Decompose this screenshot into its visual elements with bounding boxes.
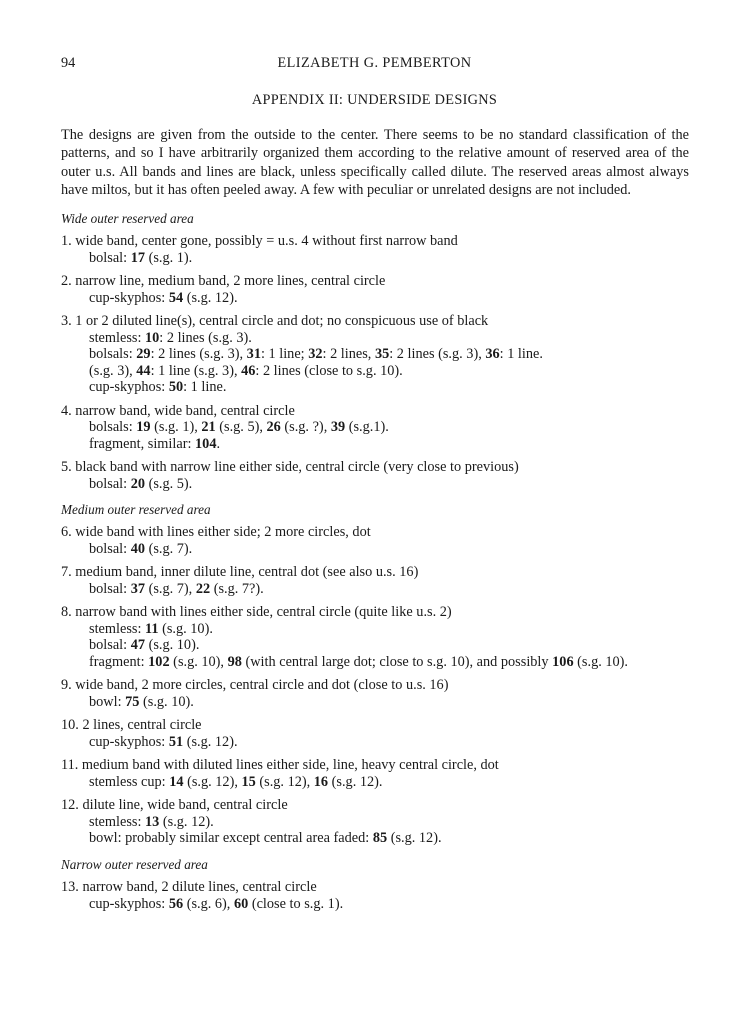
design-description: 2. narrow line, medium band, 2 more lines, central circle — [61, 273, 386, 289]
catalogue-number: 106 — [552, 653, 574, 670]
running-title: ELIZABETH G. PEMBERTON — [277, 55, 472, 71]
vessel-text: : 1 line. — [183, 379, 227, 395]
catalogue-number: 51 — [168, 733, 184, 750]
vessel-text: cup-skyphos: — [89, 895, 169, 912]
vessel-text: : 1 line (s.g. 3), — [150, 362, 242, 379]
catalogue-number: 36 — [485, 346, 500, 362]
design-entry — [61, 524, 701, 557]
vessel-text: . — [216, 435, 221, 452]
design-description: 6. wide band with lines either side; 2 more circles, dot — [61, 524, 371, 540]
vessel-list-line — [61, 581, 701, 598]
vessel-text: bolsal: — [89, 580, 131, 597]
vessel-text: (s.g. 12). — [183, 289, 238, 306]
vessel-list-line — [61, 346, 701, 363]
catalogue-number: 14 — [169, 773, 184, 790]
design-entry — [61, 564, 701, 597]
catalogue-number: 16 — [313, 773, 329, 790]
design-entry — [61, 459, 701, 492]
vessel-text: (s.g. ?), — [280, 419, 331, 435]
design-entry — [61, 273, 701, 306]
vessel-text: (s.g.1). — [345, 419, 389, 435]
catalogue-number: 15 — [241, 773, 256, 790]
vessel-text: (s.g. 3), — [89, 362, 137, 379]
vessel-text: bowl: probably similar except central area faded: — [89, 830, 373, 846]
vessel-text: (s.g. 10), — [169, 653, 228, 670]
catalogue-number: 19 — [136, 419, 151, 435]
design-description: 5. black band with narrow line either side, central circle (very close to previous) — [61, 459, 519, 475]
catalogue-number: 17 — [130, 249, 145, 266]
vessel-text: fragment: — [89, 653, 149, 670]
vessel-text: bolsal: — [89, 475, 131, 492]
vessel-text: bolsal: — [89, 637, 131, 653]
vessel-text: fragment, similar: — [89, 435, 196, 452]
vessel-text: (s.g. 12). — [183, 733, 238, 750]
vessel-list-line — [61, 290, 701, 307]
vessel-text: stemless: — [89, 620, 145, 637]
vessel-list-line — [61, 621, 701, 638]
design-entry — [61, 233, 701, 266]
vessel-text: (s.g. 12). — [387, 830, 442, 846]
vessel-text: cup-skyphos: — [89, 289, 169, 306]
catalogue-number: 26 — [266, 419, 281, 435]
appendix-title: APPENDIX II: UNDERSIDE DESIGNS — [251, 92, 498, 108]
vessel-text: stemless: — [89, 329, 145, 346]
design-description: 12. dilute line, wide band, central circle — [61, 797, 288, 813]
vessel-list-line — [61, 734, 701, 751]
catalogue-number: 32 — [308, 346, 323, 362]
catalogue-number: 85 — [372, 830, 388, 846]
design-description: 7. medium band, inner dilute line, central dot (see also u.s. 16) — [61, 564, 419, 580]
vessel-text: (s.g. 5), — [215, 419, 267, 435]
vessel-list-line — [61, 330, 701, 347]
vessel-list-line — [61, 814, 701, 831]
design-entry — [61, 313, 701, 396]
catalogue-number: 44 — [136, 362, 151, 379]
vessel-list-line — [61, 363, 701, 380]
catalogue-number: 35 — [374, 346, 390, 362]
catalogue-number: 20 — [130, 475, 145, 492]
catalogue-number: 11 — [145, 620, 159, 637]
design-description: 13. narrow band, 2 dilute lines, central circle — [61, 879, 317, 895]
catalogue-number: 21 — [201, 419, 216, 435]
catalogue-number: 50 — [168, 379, 184, 395]
vessel-list-line — [61, 250, 701, 267]
vessel-text: (with central large dot; close to s.g. 10), and possibly — [241, 653, 553, 670]
page-header — [61, 55, 688, 75]
vessel-text: bolsal: — [89, 249, 131, 266]
vessel-text: (s.g. 1), — [150, 419, 202, 435]
vessel-list-line — [61, 774, 701, 791]
design-description: 10. 2 lines, central circle — [61, 717, 202, 733]
catalogue-number: 56 — [168, 895, 184, 912]
vessel-text: (s.g. 7), — [145, 580, 196, 597]
vessel-text: stemless cup: — [89, 773, 170, 790]
vessel-text: (s.g. 7?). — [210, 580, 264, 597]
design-description: 9. wide band, 2 more circles, central circle and dot (close to u.s. 16) — [61, 677, 449, 693]
section-wide-outer-reserved-area — [61, 211, 701, 499]
catalogue-number: 54 — [168, 289, 184, 306]
catalogue-number: 31 — [246, 346, 261, 362]
catalogue-number: 60 — [233, 895, 249, 912]
vessel-text: (s.g. 10). — [158, 620, 213, 637]
catalogue-number: 75 — [125, 693, 140, 710]
section-medium-outer-reserved-area — [61, 502, 701, 854]
catalogue-number: 13 — [145, 813, 160, 830]
catalogue-number: 22 — [195, 580, 211, 597]
vessel-text: (s.g. 10). — [145, 637, 200, 653]
vessel-text: bolsals: — [89, 419, 137, 435]
vessel-text: : 2 lines (close to s.g. 10). — [255, 362, 403, 379]
vessel-list-line — [61, 476, 701, 493]
vessel-list-line — [61, 379, 701, 396]
vessel-text: (s.g. 6), — [183, 895, 234, 912]
vessel-text: : 1 line; — [260, 346, 309, 362]
catalogue-number: 10 — [145, 329, 160, 346]
design-entry — [61, 677, 701, 710]
vessel-text: bowl: — [89, 693, 126, 710]
vessel-text: (close to s.g. 1). — [248, 895, 344, 912]
vessel-text: cup-skyphos: — [89, 379, 169, 395]
vessel-list-line — [61, 694, 701, 711]
vessel-text: : 1 line. — [499, 346, 543, 362]
catalogue-number: 102 — [148, 653, 170, 670]
design-entry — [61, 717, 701, 750]
catalogue-number: 40 — [130, 540, 145, 557]
design-description: 8. narrow band with lines either side, central circle (quite like u.s. 2) — [61, 604, 452, 620]
vessel-text: (s.g. 10). — [139, 693, 194, 710]
vessel-text: bolsal: — [89, 540, 131, 557]
section-narrow-outer-reserved-area — [61, 857, 701, 919]
vessel-text: : 2 lines (s.g. 3), — [150, 346, 247, 362]
vessel-text: (s.g. 12). — [159, 813, 214, 830]
vessel-text: (s.g. 12), — [255, 773, 314, 790]
vessel-list-line — [61, 830, 701, 847]
vessel-list-line — [61, 654, 701, 671]
vessel-text: : 2 lines (s.g. 3), — [389, 346, 486, 362]
vessel-text: (s.g. 12), — [183, 773, 242, 790]
vessel-text: stemless: — [89, 813, 145, 830]
catalogue-number: 29 — [136, 346, 151, 362]
vessel-list-line — [61, 896, 701, 913]
design-entry — [61, 879, 701, 912]
vessel-list-line — [61, 541, 701, 558]
catalogue-number: 37 — [130, 580, 145, 597]
vessel-text: (s.g. 10). — [573, 653, 628, 670]
design-description: 4. narrow band, wide band, central circle — [61, 402, 295, 419]
section-heading: Wide outer reserved area — [61, 211, 194, 226]
design-description: 3. 1 or 2 diluted line(s), central circle and dot; no conspicuous use of black — [61, 313, 489, 329]
vessel-text: (s.g. 1). — [145, 249, 193, 266]
design-entry — [61, 604, 701, 670]
catalogue-number: 47 — [130, 637, 145, 653]
vessel-list-line — [61, 436, 701, 453]
vessel-text: bolsals: — [89, 346, 137, 362]
catalogue-number: 104 — [195, 435, 217, 452]
page-number: 94 — [61, 55, 76, 71]
vessel-text: : 2 lines (s.g. 3). — [159, 329, 252, 346]
vessel-text: (s.g. 5). — [145, 475, 193, 492]
vessel-text: (s.g. 7). — [145, 540, 193, 557]
vessel-text: (s.g. 12). — [328, 773, 383, 790]
catalogue-number: 46 — [241, 362, 256, 379]
design-entry — [61, 797, 701, 847]
vessel-list-line — [61, 637, 701, 654]
vessel-text: : 2 lines, — [322, 346, 375, 362]
design-description: 1. wide band, center gone, possibly = u.s. 4 without first narrow band — [61, 233, 458, 249]
design-description: 11. medium band with diluted lines either side, line, heavy central circle, dot — [61, 757, 499, 773]
catalogue-number: 98 — [227, 653, 242, 670]
vessel-text: cup-skyphos: — [89, 733, 169, 750]
design-entry — [61, 757, 701, 790]
section-heading: Medium outer reserved area — [61, 502, 211, 517]
intro-paragraph: The designs are given from the outside to the center. There seems to be no standard classification of the patterns, and so I have arbitrarily organized them according to the relative amount of reserved area of the outer u.s. All bands and lines are black, unless specifically called dilute. The reserved areas almost always have miltos, but it has often peeled away. A few with peculiar or unrelated designs are not included. — [61, 127, 689, 198]
vessel-list-line — [61, 419, 701, 436]
design-entry — [61, 403, 701, 453]
section-heading: Narrow outer reserved area — [61, 857, 208, 872]
catalogue-number: 39 — [330, 419, 346, 435]
